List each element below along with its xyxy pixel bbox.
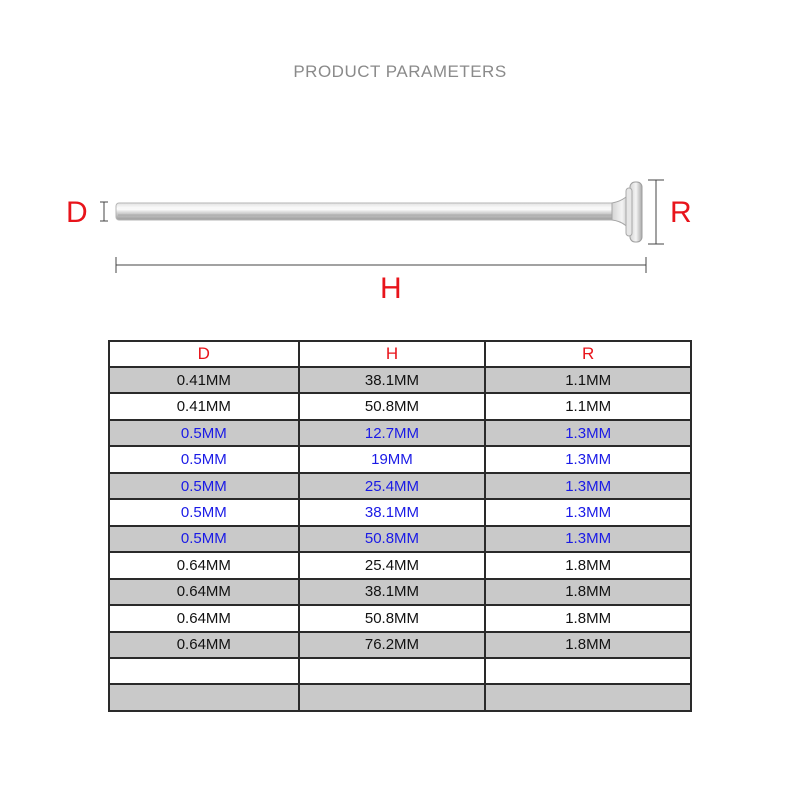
cell-d: 0.41MM <box>109 393 299 419</box>
table-row <box>109 632 691 658</box>
cell-r: 1.3MM <box>485 446 691 472</box>
header-r: R <box>485 341 691 367</box>
cell-h: 19MM <box>299 446 486 472</box>
cell-r: 1.3MM <box>485 420 691 446</box>
cell-r <box>485 684 691 711</box>
pin-shaft <box>116 203 634 220</box>
cell-h <box>299 658 486 684</box>
cell-r: 1.8MM <box>485 632 691 658</box>
cell-d: 0.5MM <box>109 526 299 552</box>
table-row <box>109 473 691 499</box>
table-row <box>109 446 691 472</box>
cell-h: 25.4MM <box>299 473 486 499</box>
cell-h: 50.8MM <box>299 526 486 552</box>
table-row <box>109 658 691 684</box>
r-label: R <box>670 196 692 229</box>
cell-d: 0.64MM <box>109 632 299 658</box>
header-d: D <box>109 341 299 367</box>
cell-r: 1.3MM <box>485 499 691 525</box>
page-title: PRODUCT PARAMETERS <box>293 62 507 81</box>
table-row <box>109 499 691 525</box>
cell-h: 38.1MM <box>299 579 486 605</box>
cell-d: 0.5MM <box>109 473 299 499</box>
cell-h: 50.8MM <box>299 393 486 419</box>
cell-d: 0.64MM <box>109 579 299 605</box>
cell-r: 1.8MM <box>485 605 691 631</box>
cell-r: 1.3MM <box>485 473 691 499</box>
cell-h: 25.4MM <box>299 552 486 578</box>
table-row <box>109 420 691 446</box>
d-label: D <box>66 196 88 229</box>
cell-r: 1.3MM <box>485 526 691 552</box>
cell-r: 1.8MM <box>485 552 691 578</box>
cell-d: 0.5MM <box>109 499 299 525</box>
cell-r: 1.1MM <box>485 367 691 393</box>
cell-h: 76.2MM <box>299 632 486 658</box>
cell-h: 38.1MM <box>299 367 486 393</box>
cell-d <box>109 684 299 711</box>
table-row <box>109 393 691 419</box>
table-row <box>109 367 691 393</box>
cell-d: 0.64MM <box>109 552 299 578</box>
table-row <box>109 579 691 605</box>
cell-h: 50.8MM <box>299 605 486 631</box>
cell-h: 38.1MM <box>299 499 486 525</box>
cell-d: 0.41MM <box>109 367 299 393</box>
table-row <box>109 684 691 711</box>
cell-r <box>485 658 691 684</box>
table-row <box>109 552 691 578</box>
cell-r: 1.1MM <box>485 393 691 419</box>
cell-h: 12.7MM <box>299 420 486 446</box>
cell-d: 0.5MM <box>109 446 299 472</box>
cell-d <box>109 658 299 684</box>
parameter-table <box>108 340 692 712</box>
cell-d: 0.5MM <box>109 420 299 446</box>
cell-r: 1.8MM <box>485 579 691 605</box>
cell-d: 0.64MM <box>109 605 299 631</box>
cell-h <box>299 684 486 711</box>
pin-diagram <box>0 160 800 310</box>
table-row <box>109 526 691 552</box>
table-row <box>109 605 691 631</box>
h-label: H <box>380 272 402 305</box>
header-h: H <box>299 341 486 367</box>
table-header-row <box>109 341 691 367</box>
